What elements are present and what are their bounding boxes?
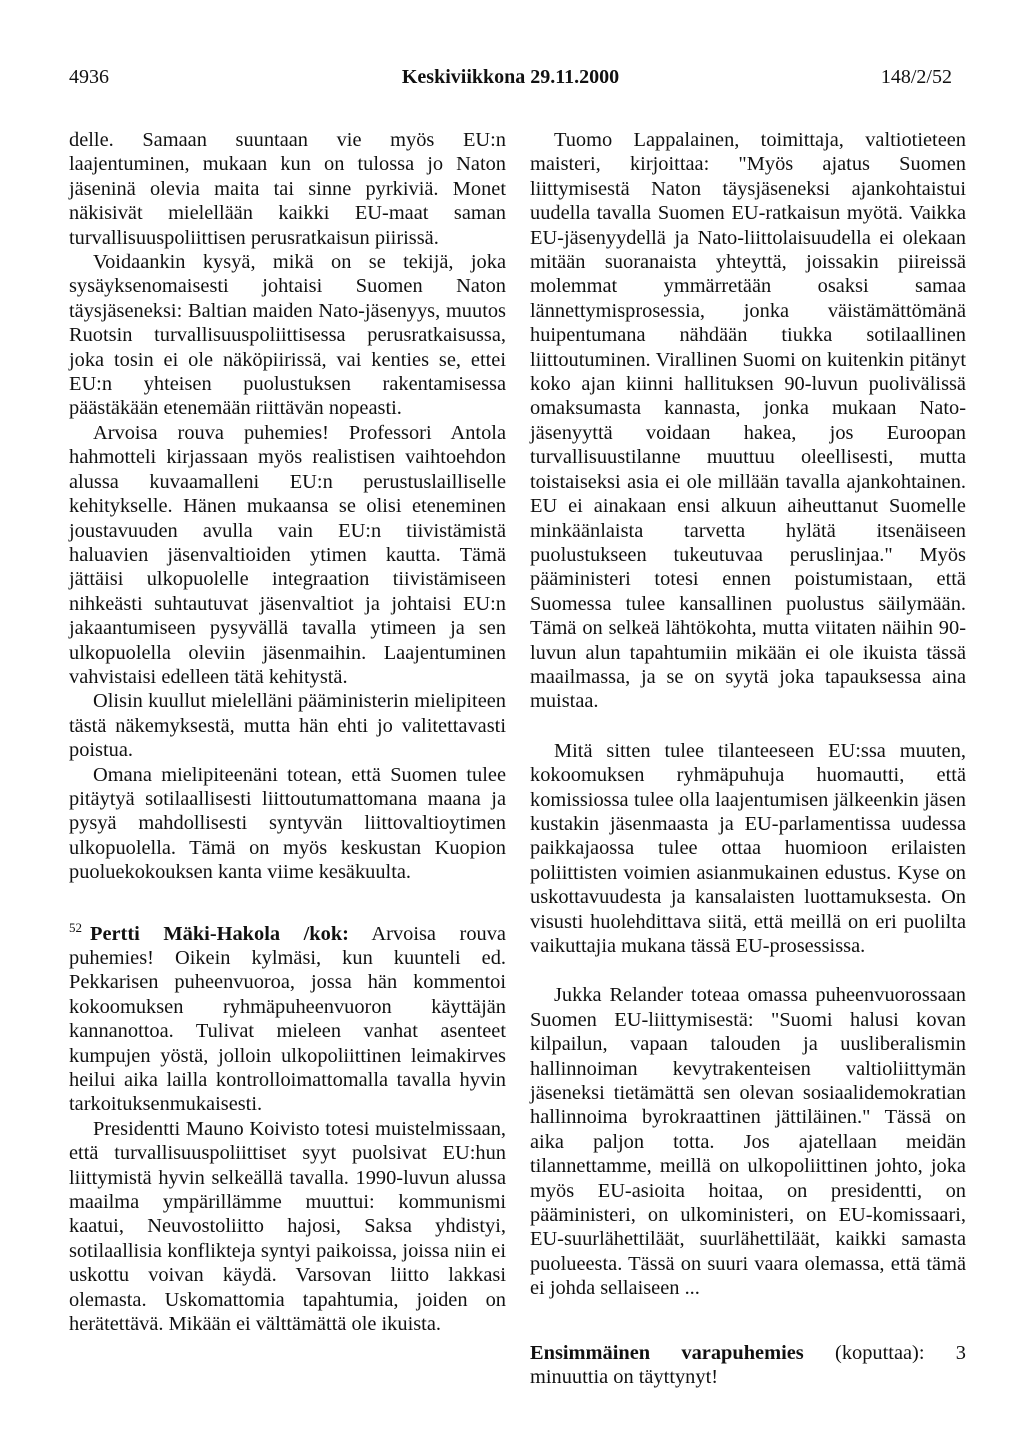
paragraph: delle. Samaan suuntaan vie myös EU:n laajentuminen, mukaan kun on tulossa jo Naton jäseninä olevia maita tai sinne pyrkiviä. Monet näkisivät mielellään kaikki EU-maat saman turvallisuuspoliittisen perusratkaisun piirissä. [69, 129, 506, 249]
chair-text: (koputtaa): 3 minuuttia on täyttynyt! [530, 1341, 966, 1389]
paragraph: Tuomo Lappalainen, toimittaja, valtiotieteen maisteri, kirjoittaa: "Myös ajatus Suomen liittymisestä Naton täysjäseneksi ajankohtaistui uudella tavalla Suomen EU-ratkaisun myötä. Vaikka EU-jäsenyydellä ja Nato-liittolaisuudella ei olekaan mitään suoranaista yhteyttä, joissakin piireissä molemmat ymmärretään osaksi samaa lännettymisprosessia, jonka väistämättömänä huipentumana nähdään tiukka sotilaallinen liittoutuminen. Virallinen Suomi on kuitenkin pitänyt koko ajan kiinni hallituksen 90-luvun puolivälissä omaksumasta kannasta, jonka mukaan Nato-jäsenyyttä voidaan hakea, jos Euroopan turvallisuustilanne muuttuu oleellisesti, mutta toistaiseksi asia ei ole millään tavalla ajankohtainen. EU ei ainakaan ensi alkuun aiheuttanut Suomelle minkäänlaista tarvetta hylätä itsenäiseen puolustukseen tukeutuvaa peruslinjaa." Myös pääministeri totesi ennen poistumistaan, että Suomessa tulee kansallinen puolustus säilymään. Tämä on selkeä lähtökohta, mutta viitaten näihin 90-luvun alun tapahtumiin mikään ei ole ikuista tässä maailmassa, ja se on syytä joka tapauksessa aina muistaa. [530, 129, 966, 713]
paragraph: Voidaankin kysyä, mikä on se tekijä, joka sysäyksenomaisesti johtaisi Suomen Naton täysjäseneksi: Baltian maiden Nato-jäsenyys, muutos Ruotsin turvallisuuspoliittisessa perusratkaisussa, joka tosin ei ole näköpiirissä, vai kenties se, ettei EU:n yhteisen puolustuksen rakentamisessa päästäkään etenemään riittävän nopeasti. [69, 251, 506, 420]
speech-paragraph [69, 919, 506, 1117]
paragraph: Mitä sitten tulee tilanteeseen EU:ssa muuten, kokoomuksen ryhmäpuhuja huomautti, että komissiossa tulee olla laajentumisen jälkeenkin jäsen kustakin jäsenmaasta ja EU-parlamentissa uudessa paikkajaossa tulee ottaa huomioon erilaisten poliittisten voimien asianmukainen edustus. Kyse on uskottavuudesta ja kansalaisten luottamuksesta. On visusti huolehdittava siitä, että meillä on eri puolilta vaikuttajia mukana tässä EU-prosessissa. [530, 739, 966, 957]
document-reference: 148/2/52 [880, 66, 952, 88]
right-column [530, 128, 966, 1390]
page-number: 4936 [69, 66, 109, 88]
page-header [69, 66, 952, 94]
speech-number: 52 [69, 919, 82, 935]
paragraph: Jukka Relander toteaa omassa puheenvuorossaan Suomen EU-liittymisestä: "Suomi halusi kovan kilpailun, vapaan talouden ja uusliberalismin hallinnoiman kevytrakenteisen valtioliittymän jäseneksi tietämättä sen olevan sosiaalidemokratian hallinnoima byrokraattinen jättiläinen." Tässä on aika paljon totta. Jos ajatellaan meidän tilannettamme, meillä on ulkopoliittinen johto, joka myös EU-asioita hoitaa, on presidentti, on pääministeri, on ulkoministeri, on EU-komissaari, EU-suurlähettiläät, suurlähettiläät, kaikki samasta puolueesta. Tässä on suuri vaara olemassa, että tämä ei johda sellaiseen ... [530, 984, 966, 1300]
paragraph: Arvoisa rouva puhemies! Professori Antola hahmotteli kirjassaan myös realistisen vaihtoehdon alussa kuvaamalleni EU:n perustuslailliselle kehitykselle. Hänen mukaansa se olisi eteneminen joustavuuden avulla vain EU:n tiivistämistä haluavien jäsenvaltioiden ytimen kautta. Tämä jättäisi ulkopuolelle integraation tiivistämiseen nihkeästi suhtautuvat jäsenvaltiot ja johtaisi EU:n jakaantumiseen pysyvällä tavalla ytimeen ja sen ulkopuolella oleviin jäsenmaihin. Laajentuminen vahvistaisi edelleen tätä kehitystä. [69, 421, 506, 688]
chair-remark [530, 1341, 966, 1390]
paragraph: Omana mielipiteenäni totean, että Suomen tulee pitäytyä sotilaallisesti liittoutumattomana maana ja pysyä mahdollisesti syntyvän liittovaltioytimen ulkopuolella. Tämä on myös keskustan Kuopion puoluekokouksen kanta viime kesäkuulta. [69, 763, 506, 884]
chair-label: Ensimmäinen varapuhemies [530, 1341, 804, 1364]
paragraph: Presidentti Mauno Koivisto totesi muistelmissaan, että turvallisuuspoliittiset syyt puolsivat EU:hun liittymistä hyvin selkeällä tavalla. 1990-luvun alussa maailma ympärillämme muuttui: kommunismi kaatui, Neuvostoliitto hajosi, Saksa yhdistyi, sotilaallisia konflikteja syntyi paikoissa, joissa niin ei uskottu voivan käydä. Varsovan liitto lakkasi olemasta. Uskomattomia tapahtumia, joiden on herätettävä. Mikään ei välttämättä ole ikuista. [69, 1117, 506, 1336]
speaker-name: Pertti Mäki-Hakola /kok: [90, 922, 349, 945]
session-date: Keskiviikkona 29.11.2000 [401, 66, 620, 88]
left-column [69, 128, 506, 1337]
speech-text: Arvoisa rouva puhemies! Oikein kylmäsi, kun kuunteli ed. Pekkarisen puheenvuoroa, jossa hän kommentoi kokoomuksen ryhmäpuheenvuoron käyttäjän kannanottoa. Tulivat mieleen vanhat asenteet kumpujen yöstä, jolloin ulkopoliittinen leimakirves heilui aika lailla kontrolloimattomalla tavalla hyvin tarkoituksenmukaisesti. [69, 922, 506, 1116]
paragraph: Olisin kuullut mielelläni pääministerin mielipiteen tästä näkemyksestä, mutta hän ehti jo valitettavasti poistua. [69, 690, 506, 762]
